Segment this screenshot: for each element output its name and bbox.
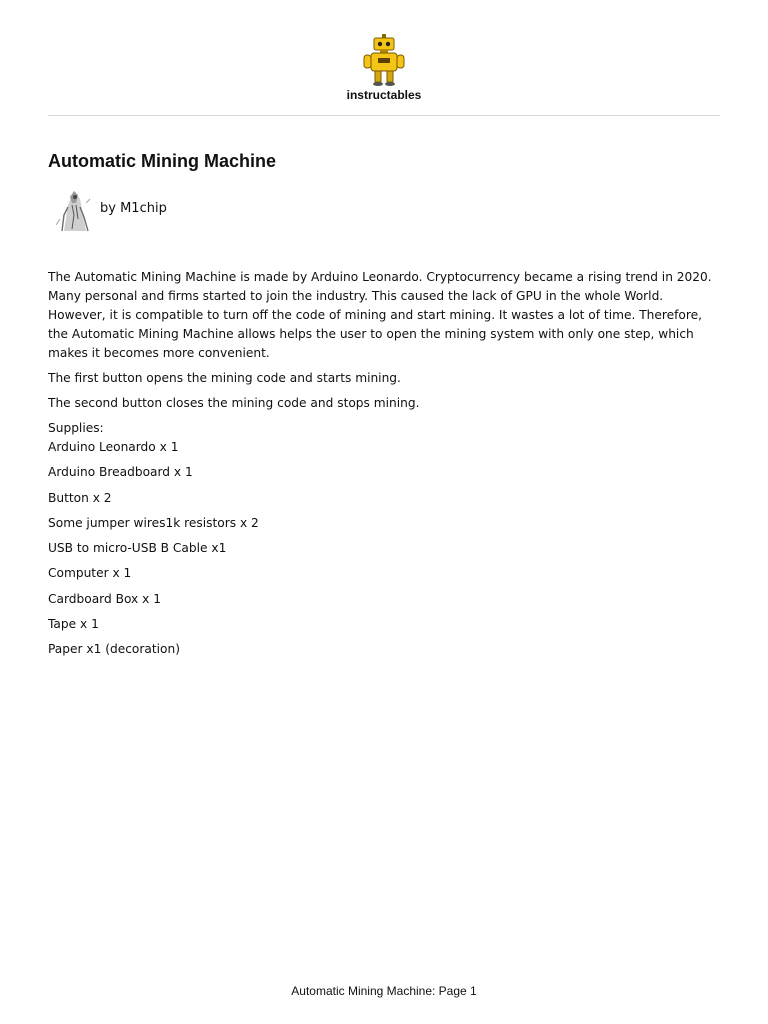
supply-item: Arduino Leonardo x 1 [48, 440, 179, 454]
brand-name[interactable]: instructables [346, 88, 422, 102]
supply-item: Button x 2 [48, 490, 112, 505]
header-divider [48, 115, 720, 116]
article-body [48, 268, 722, 666]
author-byline[interactable]: by M1chip [100, 201, 167, 216]
supplies-list [48, 438, 722, 659]
supply-item: USB to micro-USB B Cable x1 [48, 541, 227, 556]
supply-item: Some jumper wires1k resistors x 2 [48, 515, 259, 530]
supply-item: Paper x1 (decoration) [48, 642, 180, 657]
supply-item: Tape x 1 [48, 617, 99, 632]
supply-item: Cardboard Box x 1 [48, 591, 161, 606]
supplies-heading: Supplies: [48, 421, 104, 435]
instructables-robot-icon[interactable] [359, 34, 409, 86]
supply-item: Computer x 1 [48, 566, 132, 581]
article-title: Automatic Mining Machine [48, 151, 277, 171]
page-header [0, 0, 768, 116]
page-footer: Automatic Mining Machine: Page 1 [291, 984, 477, 998]
author-avatar-icon[interactable] [50, 185, 94, 233]
second-button-paragraph: The second button closes the mining code and stops mining. [48, 396, 420, 410]
intro-paragraph: The Automatic Mining Machine is made by Arduino Leonardo. Cryptocurrency became a rising trend in 2020. Many personal and firms started to join the industry. This caused the lack of GPU in the whole World. However, it is compatible to turn off the code of mining and start mining. It wastes a lot of time. Therefore, the Automatic Mining Machine allows helps the user to open the mining system with only one step, which makes it becomes more convenient. [48, 270, 712, 360]
first-button-paragraph: The first button opens the mining code and starts mining. [48, 371, 401, 385]
supply-item: Arduino Breadboard x 1 [48, 465, 193, 480]
